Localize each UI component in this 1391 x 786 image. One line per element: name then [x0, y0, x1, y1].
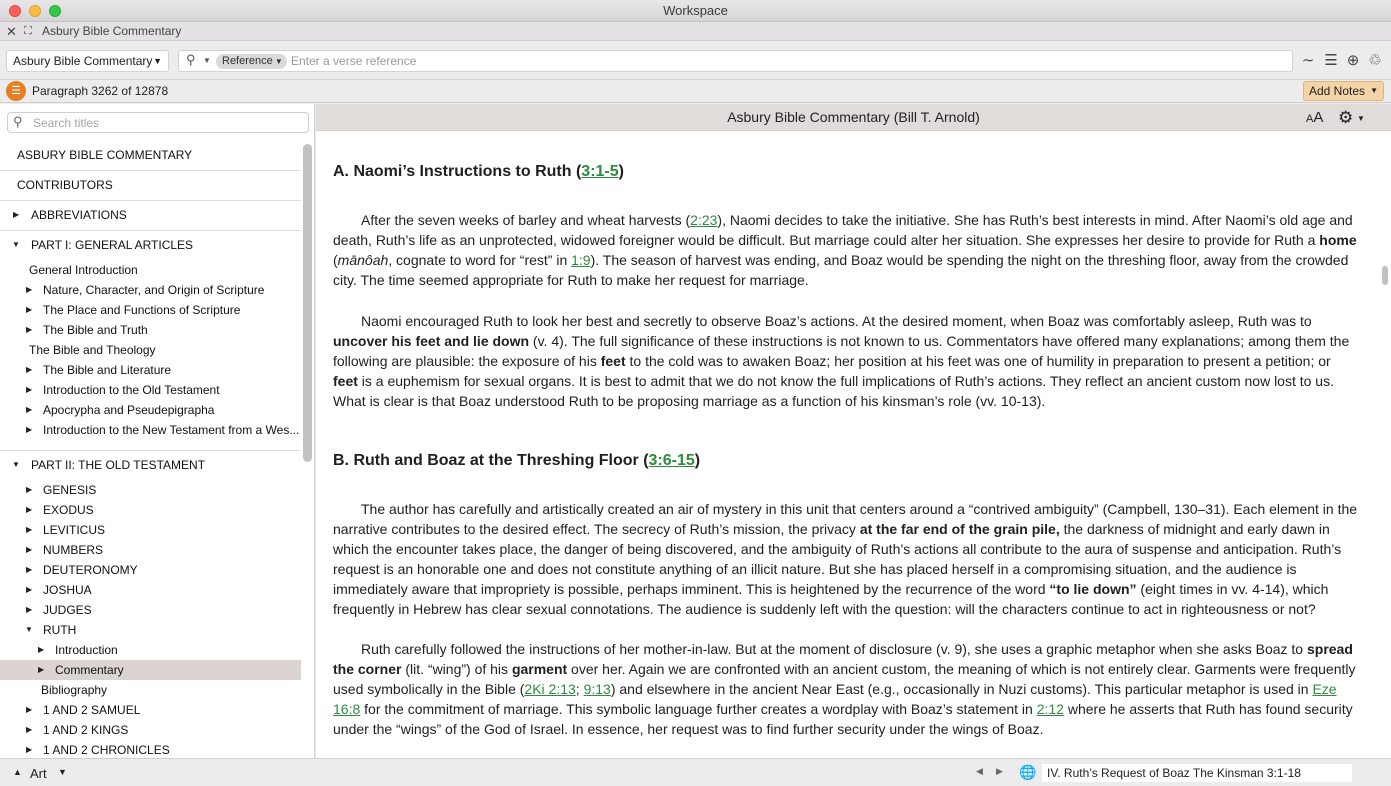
toc-item[interactable]: [0, 280, 301, 300]
font-size-icon[interactable]: [1306, 104, 1323, 133]
toc-item-label: Bibliography: [41, 683, 108, 697]
expand-triangle-icon[interactable]: ▶: [26, 485, 33, 494]
toc-item-label: PART I: GENERAL ARTICLES: [31, 238, 194, 252]
expand-triangle-icon[interactable]: ▶: [26, 545, 33, 554]
toc-item-selected[interactable]: [0, 660, 301, 680]
panel-tab-label[interactable]: Asbury Bible Commentary: [42, 24, 182, 38]
forward-arrow-icon[interactable]: ▶: [996, 766, 1003, 776]
toc-item[interactable]: [0, 260, 301, 280]
toc-item[interactable]: [0, 500, 301, 520]
bottom-bar: [0, 758, 1391, 786]
verse-link[interactable]: 2Ki 2:13: [524, 681, 576, 697]
maximize-window-button[interactable]: [49, 5, 61, 17]
chevron-down-icon: ▼: [1370, 86, 1378, 95]
verse-link[interactable]: 9:13: [583, 681, 611, 697]
globe-icon[interactable]: 🌐: [1019, 764, 1037, 780]
toc-item-label: 1 AND 2 KINGS: [43, 723, 129, 737]
paragraph-count: Paragraph 3262 of 12878: [32, 84, 169, 98]
heading-text: A. Naomi’s Instructions to Ruth (: [333, 163, 582, 180]
resource-title: Asbury Bible Commentary (Bill T. Arnold): [727, 109, 980, 125]
verse-link[interactable]: 3:6-15: [648, 452, 695, 469]
expand-panel-icon[interactable]: ⛶: [24, 25, 32, 37]
collapse-triangle-icon[interactable]: ▼: [12, 460, 20, 469]
search-icon[interactable]: ⚲: [186, 52, 196, 67]
toc-item-label: The Bible and Literature: [43, 363, 172, 377]
section-heading: [333, 452, 700, 470]
toc-item-label: PART II: THE OLD TESTAMENT: [31, 458, 206, 472]
expand-triangle-icon[interactable]: ▶: [26, 325, 33, 334]
verse-link[interactable]: Eze 16:8: [333, 681, 1337, 717]
toc-item[interactable]: [0, 230, 301, 260]
font-size-small-letter: A: [1306, 113, 1314, 125]
expand-triangle-icon[interactable]: ▶: [26, 365, 33, 374]
paragraph: After the seven weeks of barley and wheat harvests (2:23), Naomi decides to take the initiative. She has Ruth’s best interests in mind. After Naomi’s old age and death, Ruth’s life as an unprotected, widowed foreigner would be difficult. But marriage could alter her situation. She expresses her desire to provide for Ruth a home (mānôah, cognate to word for “rest” in 1:9). The season of harvest was ending, and Boaz would be spending the night on the threshing floor, away from the crowded city. The time seemed appropriate for Ruth to make her request for marriage.: [333, 212, 1357, 288]
toc-item-label: JUDGES: [43, 603, 92, 617]
toc-item-label: LEVITICUS: [43, 523, 106, 537]
reader-header: [316, 104, 1391, 131]
toc-item[interactable]: [0, 200, 301, 230]
info-bar: [0, 80, 1391, 103]
toc-item[interactable]: [0, 340, 301, 360]
expand-triangle-icon[interactable]: ▶: [26, 385, 33, 394]
back-arrow-icon[interactable]: ◀: [976, 766, 983, 776]
paragraph: Ruth carefully followed the instructions of her mother-in-law. But at the moment of disclosure (v. 9), she uses a graphic metaphor when she asks Boaz to spread the corner (lit. “wing”) of his garment over her. Again we are confronted with an ancient custom, the meaning of which is not entirely clear. Garments were frequently used symbolically in the Bible (2Ki 2:13; 9:13) and elsewhere in the ancient Near East (e.g., occasionally in Nuzi customs). This particular metaphor is used in Eze 16:8 for the commitment of marriage. This symbolic language further creates a wordplay with Boaz’s statement in 2:12 where he asserts that Ruth has found security under the “wings” of the God of Israel. In essence, her request was to find further security under the wings of Boaz.: [333, 641, 1356, 737]
paragraph: Naomi encouraged Ruth to look her best and secretly to observe Boaz’s actions. At the desired moment, when Boaz was comfortably asleep, Ruth was to uncover his feet and lie down (v. 4). The full significance of these instructions is not known to us. Commentators have offered many explanations; among them the following are plausible: the exposure of his feet to the cold was to awaken Boaz; her position at his feet was one of humility in preparation to present a petition; or feet is a euphemism for sexual organs. It is best to admit that we do not know the full implications of Ruth’s actions. They reflect an ancient custom now lost to us. What is clear is that Boaz understood Ruth to be proposing marriage as a function of his kinsman’s role (vv. 10-13).: [333, 313, 1350, 409]
heading-text: B. Ruth and Boaz at the Threshing Floor (: [333, 452, 649, 469]
expand-triangle-icon[interactable]: ▶: [26, 705, 33, 714]
chevron-down-icon[interactable]: ▼: [58, 767, 67, 777]
expand-triangle-icon[interactable]: ▶: [26, 725, 33, 734]
paragraph: The author has carefully and artistically created an air of mystery in this unit that centers around a “contrived ambiguity” (Campbell, 130–31). Each element in the narrative contributes to the desired effect. The secrecy of Ruth’s mission, the privacy at the far end of the grain pile, the darkness of midnight and early dawn in which the encounter takes place, the danger of being discovered, and the ambiguity of Ruth’s actions all contribute to the aura of suspense and anticipation. Ruth’s request is an honorable one and does not constitute anything of an illicit nature. But she has placed herself in a compromising situation, and the audience is immediately aware that impropriety is possible, perhaps imminent. This is heightened by the recurrence of the word “to lie down” (eight times in vv. 4-14), which frequently in Hebrew has clear sexual connotations. The audience is suddenly left with the question: will the characters continue to act in righteousness or not?: [333, 501, 1358, 617]
expand-triangle-icon[interactable]: ▶: [26, 425, 33, 434]
verse-link[interactable]: 2:23: [690, 212, 718, 228]
toc-item-label: RUTH: [43, 623, 77, 637]
toc-item[interactable]: [0, 170, 301, 200]
gear-icon[interactable]: ⚙: [1338, 108, 1354, 127]
window-title: Workspace: [663, 3, 728, 18]
toc-item-label: GENESIS: [43, 483, 97, 497]
verse-link[interactable]: 3:1-5: [581, 163, 619, 180]
toc-item[interactable]: [0, 680, 301, 700]
chevron-down-icon: ▼: [153, 56, 162, 66]
expand-triangle-icon[interactable]: ▶: [26, 565, 33, 574]
location-field[interactable]: IV. Ruth’s Request of Boaz The Kinsman 3:1-18: [1042, 764, 1352, 782]
toc-item[interactable]: [0, 320, 301, 340]
toc-item[interactable]: [0, 740, 301, 758]
resource-selector[interactable]: [6, 50, 169, 72]
expand-triangle-icon[interactable]: ▶: [26, 305, 33, 314]
chevron-up-icon[interactable]: ▲: [13, 767, 22, 777]
search-titles-input[interactable]: [33, 115, 303, 130]
heading-close: ): [694, 452, 701, 469]
close-panel-icon[interactable]: ✕: [6, 24, 17, 39]
toc-item-label: The Bible and Theology: [29, 343, 156, 357]
expand-triangle-icon[interactable]: ▶: [38, 645, 45, 654]
collapse-triangle-icon[interactable]: ▼: [25, 625, 33, 634]
section-heading: [333, 163, 624, 181]
search-type-label: Reference: [222, 55, 273, 67]
toc-item[interactable]: [0, 600, 301, 620]
search-type-pill[interactable]: [216, 54, 287, 69]
toc-tree: [0, 140, 301, 758]
add-notes-label: Add Notes: [1309, 84, 1366, 98]
toc-item-label: JOSHUA: [43, 583, 92, 597]
font-size-large-letter: A: [1313, 109, 1324, 126]
title-search-box[interactable]: [7, 112, 309, 133]
toc-sidebar: [0, 104, 315, 758]
expand-triangle-icon[interactable]: ▶: [38, 665, 45, 674]
list-icon[interactable]: ☰: [1324, 52, 1338, 69]
toc-item-label: The Bible and Truth: [43, 323, 148, 337]
toc-item[interactable]: [0, 450, 301, 480]
toc-item-label: General Introduction: [29, 263, 138, 277]
toc-item-label: NUMBERS: [43, 543, 104, 557]
toc-item[interactable]: [0, 720, 301, 740]
recycle-icon[interactable]: ♲: [1368, 52, 1382, 69]
heading-close: ): [618, 163, 624, 180]
sidebar-scrollbar[interactable]: [303, 144, 312, 462]
toc-item[interactable]: [0, 580, 301, 600]
toc-item-label: Apocrypha and Pseudepigrapha: [43, 403, 215, 417]
art-selector[interactable]: Art: [30, 766, 47, 781]
toc-item[interactable]: [0, 360, 301, 380]
table-of-contents-icon[interactable]: ☰: [6, 81, 26, 101]
toc-item[interactable]: [0, 620, 301, 640]
window-titlebar: [0, 0, 1391, 22]
add-notes-button[interactable]: [1303, 81, 1384, 101]
collapse-triangle-icon[interactable]: ▼: [12, 240, 20, 249]
expand-triangle-icon[interactable]: ▶: [26, 585, 33, 594]
reader-scrollbar[interactable]: [1382, 266, 1388, 285]
expand-triangle-icon[interactable]: ▶: [26, 285, 33, 294]
toc-item-label: Nature, Character, and Origin of Scripture: [43, 283, 265, 297]
toc-item-label: ABBREVIATIONS: [31, 208, 127, 222]
toc-item-label: CONTRIBUTORS: [17, 178, 113, 192]
reference-search-box[interactable]: [178, 50, 1293, 72]
toc-item[interactable]: [0, 540, 301, 560]
minimize-window-button[interactable]: [29, 5, 41, 17]
toc-item[interactable]: [0, 640, 301, 660]
search-icon: ⚲: [13, 114, 23, 129]
toc-item-label: 1 AND 2 SAMUEL: [43, 703, 141, 717]
toc-item[interactable]: [0, 700, 301, 720]
toc-item[interactable]: [0, 480, 301, 500]
toc-item-label: Introduction: [55, 643, 118, 657]
toc-item[interactable]: [0, 300, 301, 320]
verse-reference-input[interactable]: [291, 53, 1281, 69]
toc-item[interactable]: [0, 140, 301, 170]
toc-item[interactable]: [0, 560, 301, 580]
chevron-down-icon[interactable]: ▼: [1357, 114, 1365, 123]
toc-item-label: Introduction to the Old Testament: [43, 383, 220, 397]
toc-item-label: The Place and Functions of Scripture: [43, 303, 241, 317]
toc-item[interactable]: [0, 420, 301, 440]
squiggle-icon[interactable]: ∼: [1301, 52, 1315, 69]
toc-item-label: 1 AND 2 CHRONICLES: [43, 743, 170, 757]
reader-content: [316, 131, 1391, 758]
chevron-down-icon[interactable]: ▼: [203, 56, 211, 65]
expand-triangle-icon[interactable]: ▶: [26, 745, 33, 754]
expand-triangle-icon[interactable]: ▶: [26, 605, 33, 614]
toc-item-label: DEUTERONOMY: [43, 563, 138, 577]
resource-toolbar: [0, 41, 1391, 80]
expand-triangle-icon[interactable]: ▶: [13, 210, 20, 219]
toc-item-label: Introduction to the New Testament from a Wes...: [43, 423, 300, 437]
toc-item-label: Commentary: [55, 663, 124, 677]
close-window-button[interactable]: [9, 5, 21, 17]
expand-triangle-icon[interactable]: ▶: [26, 405, 33, 414]
toc-item[interactable]: [0, 520, 301, 540]
chevron-down-icon: ▼: [274, 57, 283, 66]
panel-tab-bar: [0, 22, 1391, 41]
toc-item-label: ASBURY BIBLE COMMENTARY: [17, 148, 193, 162]
expand-triangle-icon[interactable]: ▶: [26, 505, 33, 514]
toc-item[interactable]: [0, 400, 301, 420]
add-circle-icon[interactable]: ⊕: [1346, 52, 1360, 69]
toc-item[interactable]: [0, 380, 301, 400]
verse-link[interactable]: 1:9: [571, 252, 591, 268]
resource-selector-label: Asbury Bible Commentary: [13, 54, 153, 68]
toc-item-label: EXODUS: [43, 503, 94, 517]
expand-triangle-icon[interactable]: ▶: [26, 525, 33, 534]
verse-link[interactable]: 2:12: [1036, 701, 1064, 717]
